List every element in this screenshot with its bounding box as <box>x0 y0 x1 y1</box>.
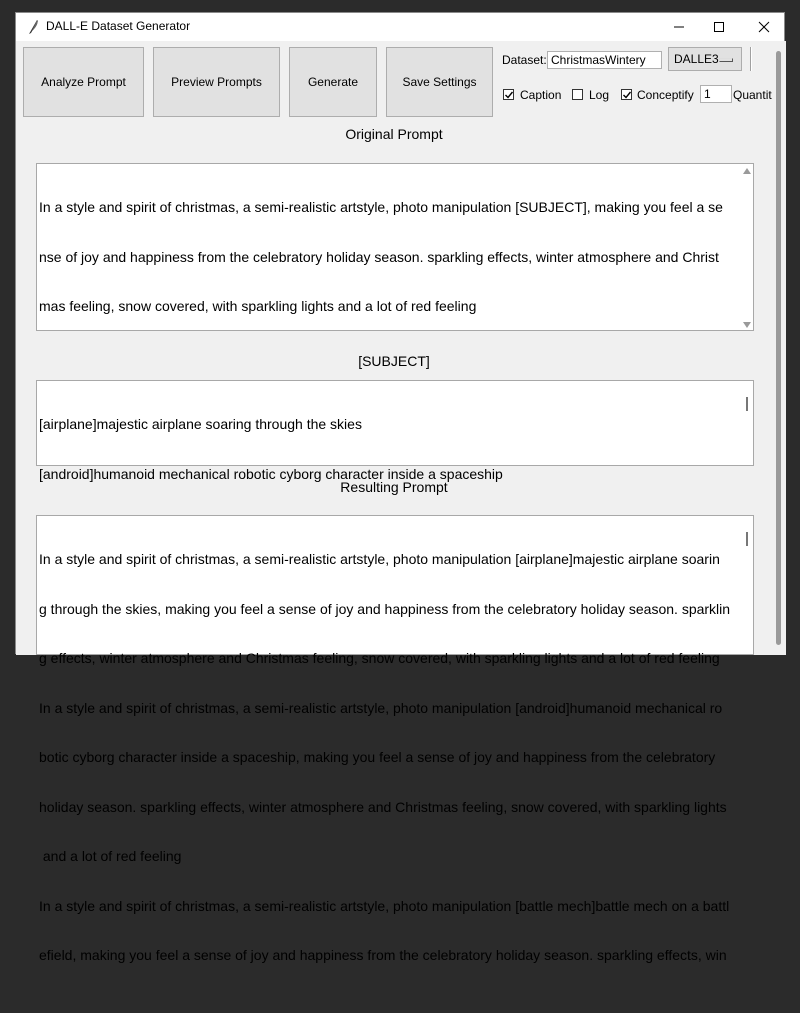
log-label: Log <box>589 88 610 102</box>
close-button[interactable] <box>741 13 787 41</box>
main-content <box>16 41 772 963</box>
subject-scrollbar-thumb[interactable] <box>746 397 748 411</box>
text-line: In a style and spirit of christmas, a semi-realistic artstyle, photo manipulation [android]humanoid mechanical ro <box>39 699 723 716</box>
close-icon <box>758 21 770 33</box>
original-prompt-textarea[interactable] <box>36 163 754 331</box>
resulting-prompt-heading: Resulting Prompt <box>340 479 448 495</box>
conceptify-checkbox[interactable] <box>621 89 632 100</box>
original-prompt-heading: Original Prompt <box>345 126 443 142</box>
analyze-prompt-button[interactable]: Analyze Prompt <box>23 47 144 117</box>
text-line: g effects, winter atmosphere and Christmas feeling, snow covered, with sparkling lights and a lot of red feeling <box>39 650 720 666</box>
text-line: [airplane]majestic airplane soaring through the skies <box>39 416 362 432</box>
text-line: In a style and spirit of christmas, a semi-realistic artstyle, photo manipulation [battle mech]battle mech on a battl <box>39 897 730 914</box>
subject-heading: [SUBJECT] <box>358 353 430 369</box>
log-checkbox[interactable] <box>572 89 583 100</box>
text-line: and a lot of red feeling <box>39 848 182 864</box>
feather-icon <box>26 19 40 35</box>
generate-button[interactable]: Generate <box>289 47 377 117</box>
text-line: In a style and spirit of christmas, a semi-realistic artstyle, photo manipulation [SUBJECT], making you feel a se <box>39 199 723 215</box>
model-dropdown[interactable] <box>668 47 742 71</box>
maximize-icon <box>713 21 725 33</box>
scroll-up-arrow-icon[interactable] <box>743 168 751 174</box>
save-settings-button[interactable]: Save Settings <box>386 47 493 117</box>
quantity-label: Quantit <box>733 88 772 102</box>
maximize-button[interactable] <box>696 13 742 41</box>
text-line: In a style and spirit of christmas, a semi-realistic artstyle, photo manipulation [airplane]majestic airplane soarin <box>39 551 720 567</box>
dataset-input[interactable]: ChristmasWintery <box>547 51 662 69</box>
resulting-scrollbar-thumb[interactable] <box>746 532 748 546</box>
main-scrollbar-thumb[interactable] <box>776 51 781 645</box>
preview-prompts-button[interactable]: Preview Prompts <box>153 47 280 117</box>
dropdown-indicator-icon <box>719 58 733 62</box>
text-line: efield, making you feel a sense of joy and happiness from the celebratory holiday season. sparkling effects, win <box>39 947 727 963</box>
main-scrollbar[interactable] <box>772 41 786 655</box>
text-line: botic cyborg character inside a spaceship, making you feel a sense of joy and happiness from the celebratory <box>39 749 716 765</box>
caption-checkbox[interactable] <box>503 89 514 100</box>
scroll-down-arrow-icon[interactable] <box>743 322 751 328</box>
text-line: holiday season. sparkling effects, winter atmosphere and Christmas feeling, snow covered, with sparkling lights <box>39 798 727 815</box>
subject-textarea[interactable] <box>36 380 754 482</box>
resulting-prompt-textarea[interactable] <box>36 515 754 963</box>
app-window <box>15 12 785 963</box>
caption-label: Caption <box>520 88 562 102</box>
dataset-label: Dataset: <box>502 53 547 67</box>
title-bar[interactable] <box>16 13 784 41</box>
quantity-input[interactable]: 1 <box>700 85 732 103</box>
window-title: DALL-E Dataset Generator <box>46 19 191 33</box>
model-dropdown-value: DALLE3 <box>674 52 719 66</box>
checkmark-icon <box>504 90 514 100</box>
text-line: nse of joy and happiness from the celebratory holiday season. sparkling effects, winter atmosphere and Christ <box>39 248 719 265</box>
conceptify-label: Conceptify <box>637 88 694 102</box>
text-line: g through the skies, making you feel a sense of joy and happiness from the celebratory holiday season. sparklin <box>39 600 731 617</box>
checkmark-icon <box>622 90 632 100</box>
minimize-icon <box>673 21 685 33</box>
text-line: [android]humanoid mechanical robotic cyborg character inside a spaceship <box>39 465 503 482</box>
text-line: mas feeling, snow covered, with sparkling lights and a lot of red feeling <box>39 298 477 314</box>
toolbar-separator <box>750 47 752 71</box>
